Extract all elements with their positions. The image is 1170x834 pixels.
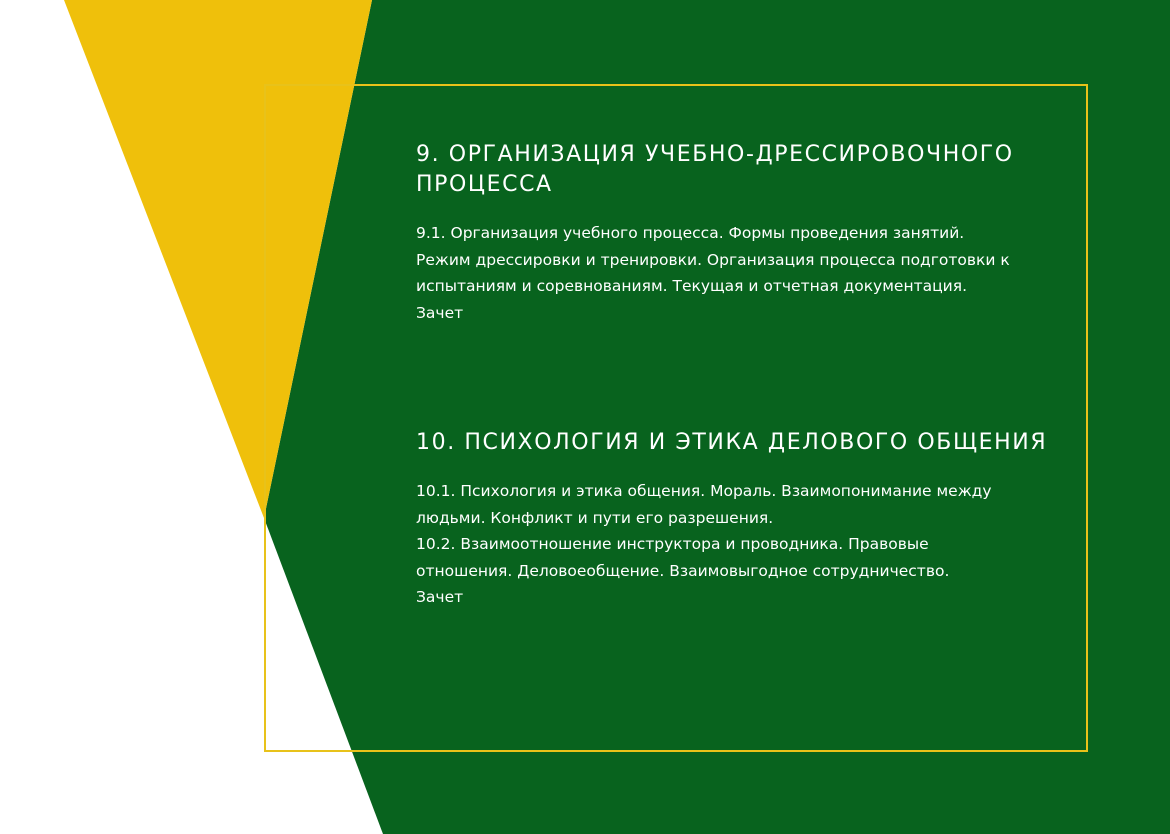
section-10-paragraph-2: 10.2. Взаимоотношение инструктора и проводника. Правовые отношения. Деловоеобщение. Взаимовыгодное сотрудничество. bbox=[416, 535, 950, 580]
section-9-title: 9. ОРГАНИЗАЦИЯ УЧЕБНО-ДРЕССИРОВОЧНОГО ПРОЦЕССА bbox=[416, 142, 1014, 197]
section-10-paragraph-1: 10.1. Психология и этика общения. Мораль. Взаимопонимание между людьми. Конфликт и пути его разрешения. bbox=[416, 482, 992, 527]
section-9-assessment: Зачет bbox=[416, 303, 464, 322]
section-9-body bbox=[416, 220, 1016, 326]
section-10 bbox=[416, 428, 1076, 611]
section-10-assessment: Зачет bbox=[416, 588, 464, 606]
section-10-body bbox=[416, 478, 1016, 611]
section-10-title: 10. ПСИХОЛОГИЯ И ЭТИКА ДЕЛОВОГО ОБЩЕНИЯ bbox=[416, 430, 1048, 455]
section-9 bbox=[416, 140, 1066, 326]
section-9-paragraph-1: 9.1. Организация учебного процесса. Формы проведения занятий. Режим дрессировки и тренировки. Организация процесса подготовки к испытаниям и соревнованиям. Текущая и отчетная документация. bbox=[416, 224, 1010, 295]
